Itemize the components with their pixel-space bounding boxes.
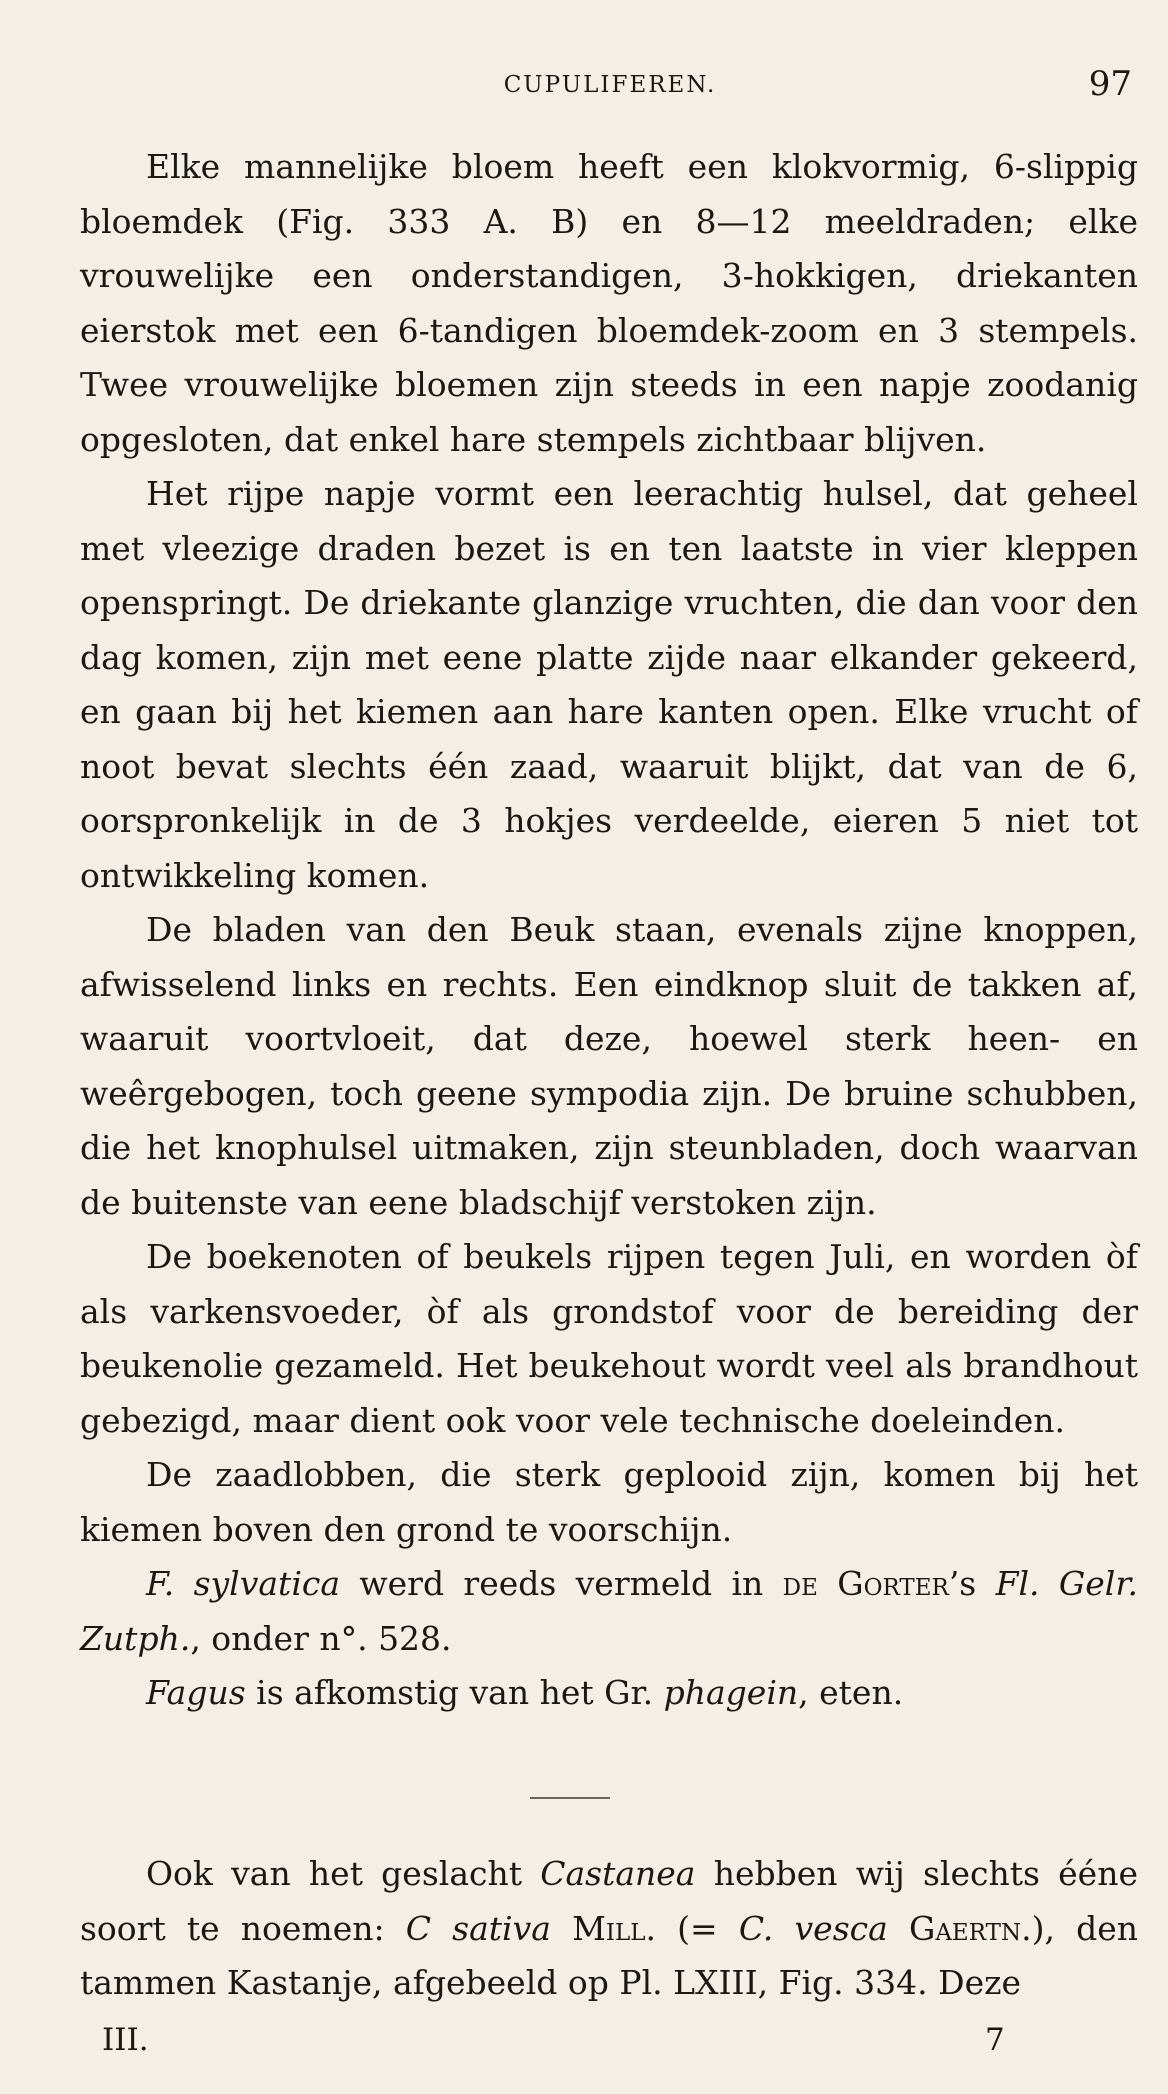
paragraph-etymology: Fagus is afkomstig van het Gr. phagein, eten. [146, 1673, 904, 1712]
genus-name: Fagus [146, 1673, 246, 1712]
paragraph-reference: F. sylvatica werd reeds vermeld in de Gorter’s Fl. Gelr. Zutph., onder n°. 528. [80, 1564, 1138, 1658]
work-title: Fl. Gelr. Zutph. [80, 1564, 1138, 1658]
castanea-section [80, 1847, 1138, 2011]
species-vesca: C. vesca [738, 1908, 888, 1948]
paragraph-flower-description: Elke mannelijke bloem heeft een klokvormig, 6-slippig bloemdek (Fig. 333 A. B) en 8—12 meeldraden; elke vrouwelijke een onderstandigen, 3-hokkigen, driekanten eierstok met een 6-tandigen bloemdek-zoom en 3 stempels. Twee vrouwelijke bloemen zijn steeds in een napje zoodanig opgesloten, dat enkel hare stempels zichtbaar blijven. [80, 147, 1138, 459]
paragraph-germination: De zaadlobben, die sterk geplooid zijn, komen bij het kiemen boven den grond te voorschijn. [80, 1455, 1138, 1549]
author-mill: Mill. [572, 1908, 656, 1948]
signature-mark-right: 7 [985, 2022, 1005, 2058]
species-sativa: C sativa [405, 1908, 551, 1948]
taxon-name: F. sylvatica [146, 1564, 341, 1603]
genus-castanea: Castanea [540, 1854, 696, 1893]
running-head: CUPULIFEREN. [503, 72, 717, 98]
section-divider [530, 1797, 610, 1799]
greek-word: phagein [663, 1673, 799, 1712]
signature-mark-left: III. [102, 2022, 149, 2058]
page-header [80, 62, 1140, 112]
author-name: de Gorter [782, 1564, 949, 1603]
paragraph-castanea: Ook van het geslacht Castanea hebben wij slechts ééne soort te noemen: C sativa Mill. (= C. vesca Gaertn.), den tammen Kastanje, afgebeeld op Pl. LXIII, Fig. 334. Deze [80, 1854, 1139, 2002]
paragraph-leaves-buds: De bladen van den Beuk staan, evenals zijne knoppen, afwisselend links en rechts. Een eindknop sluit de takken af, waaruit voortvloeit, dat deze, hoewel sterk heen- en weêrgebogen, toch geene sympodia zijn. De bruine schubben, die het knophulsel uitmaken, zijn steunbladen, doch waarvan de buitenste van eene bladschijf verstoken zijn. [80, 910, 1138, 1222]
main-text [80, 140, 1138, 1721]
author-gaertn: Gaertn. [908, 1908, 1032, 1948]
page-number: 97 [1088, 64, 1132, 104]
paragraph-fruit-description: Het rijpe napje vormt een leerachtig hulsel, dat geheel met vleezige draden bezet is en ten laatste in vier kleppen openspringt. De driekante glanzige vruchten, die dan voor den dag komen, zijn met eene platte zijde naar elkander gekeerd, en gaan bij het kiemen aan hare kanten open. Elke vrucht of noot bevat slechts één zaad, waaruit blijkt, dat van de 6, oorspronkelijk in de 3 hokjes verdeelde, eieren 5 niet tot ontwikkeling komen. [80, 474, 1138, 895]
page-footer [80, 2022, 1140, 2066]
paragraph-uses: De boekenoten of beukels rijpen tegen Juli, en worden òf als varkensvoeder, òf als grondstof voor de bereiding der beukenolie gezameld. Het beukehout wordt veel als brandhout gebezigd, maar dient ook voor vele technische doeleinden. [80, 1237, 1138, 1440]
